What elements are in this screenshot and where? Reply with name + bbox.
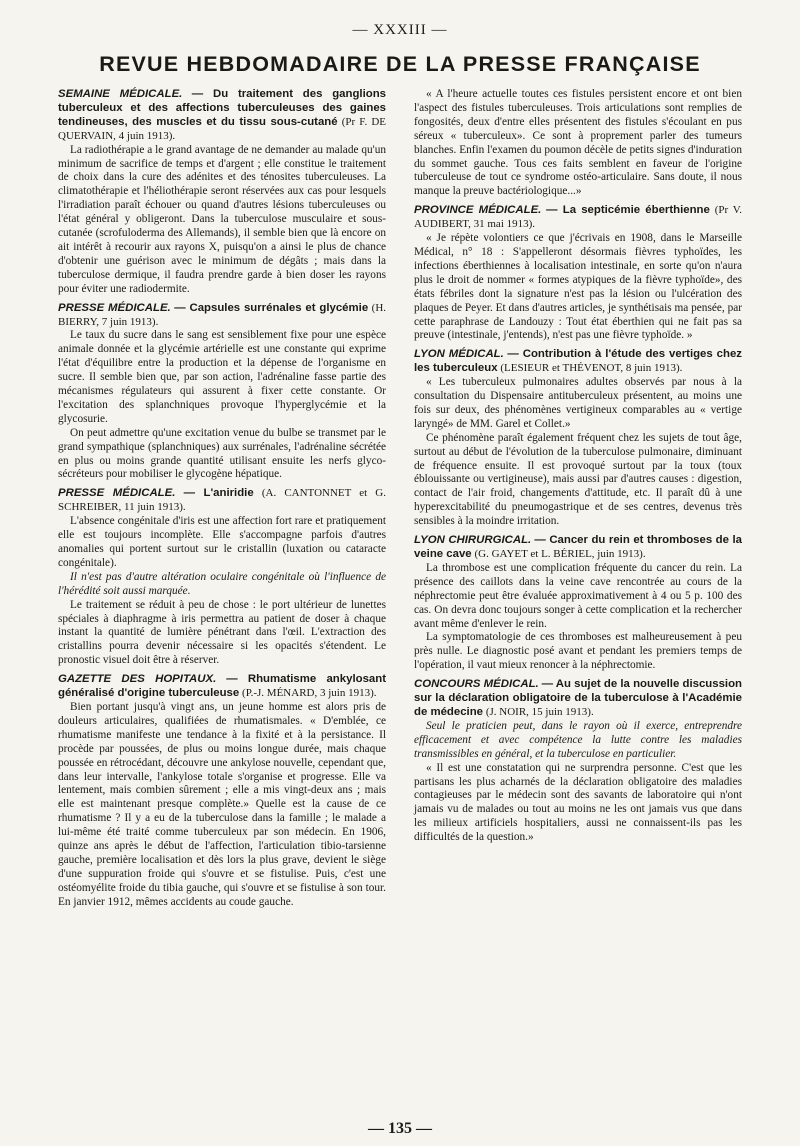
article-paragraph: « Je répète volontiers ce que j'écrivais en 1908, dans le Marseille Médical, n° 18 : S'appelleront désormais fièvres typhoïdes, les infections éberthiennes à localisation intestinale, en sorte qu'on n'aura plus le droit de nommer « formes atypiques de la fièvre typhoïde», des états fébriles dont la signature n'est pas la lésion ou l'ulcération des plaques de Peyer. Et dans d'autres articles, je synthétisais ma pensée, par cette paraphrase de Landouzy : Tout état éberthien qui ne fait pas sa preuve (intestinale, j'entends), n'est pas une fièvre typhoïde. » bbox=[414, 232, 742, 342]
article-reference: (H. BIERRY, 7 juin 1913). bbox=[58, 301, 387, 328]
article-title: — Du traitement des ganglions tuberculeux et des affections tuberculeuses des gaines tendineuses, des muscles et du tissu sous-cutané bbox=[58, 88, 387, 128]
article-heading bbox=[414, 204, 742, 232]
right-column bbox=[414, 88, 742, 915]
article-paragraph: Ce phénomène paraît également fréquent chez les sujets de tout âge, surtout au début de l'évolution de la tuberculose pulmonaire, diminuant de fréquence ensuite. Il est provoqué surtout par la toux (toux éblouissante ou vertigineuse), mais aussi par d'autres causes : digestion, contact de l'air froid, changements d'attitude, etc. Il paraît dû à une hyperexcitabilité du pneumogastrique et de ses centres, devenus très sensibles à la moindre irritation. bbox=[414, 431, 742, 528]
article-reference: (J. NOIR, 15 juin 1913). bbox=[485, 705, 594, 718]
article bbox=[58, 88, 386, 297]
article-source: PRESSE MÉDICALE. bbox=[58, 487, 176, 500]
article bbox=[58, 302, 386, 483]
article-paragraph: « Les tuberculeux pulmonaires adultes observés par nous à la consultation du Dispensaire antituberculeux présentent, au moins une fois sur deux, des phénomènes vertigineux comparables au « vertige laryngé» de MM. Garel et Collet.» bbox=[414, 376, 742, 430]
article-paragraph: « Il est une constatation qui ne surprendra personne. C'est que les partisans les plus acharnés de la déclaration obligatoire des maladies contagieuses par le médecin sont des savants de laboratoire qui n'ont jamais vu de malades ou tout au moins ne les ont jamais vus que dans les milieux artificiels hospitaliers, aussi ne connaissent-ils pas les difficultés de la question.» bbox=[414, 761, 742, 844]
article-reference: (Pr V. AUDIBERT, 31 mai 1913). bbox=[414, 204, 742, 231]
article-heading bbox=[58, 302, 386, 330]
article-source: PRESSE MÉDICALE. bbox=[58, 301, 171, 314]
article-paragraph: La thrombose est une complication fréquente du cancer du rein. La présence des caillots dans la veine cave rencontrée au cours de la néphrectomie peut être évaluée approximativement à 4 ou 5 p. 100 des cas. On devra donc toujours songer à cette complication et la rechercher avant même d'enlever le rein. bbox=[414, 561, 742, 630]
article-paragraph: « A l'heure actuelle toutes ces fistules persistent encore et ont bien l'aspect des fistules tuberculeuses. Trois articulations sont remplies de fongosités, deux d'entre elles présentent des fistules s'écoulant en pus séreux « tuberculeux». Ce sont à proprement parler des tumeurs blanches. Enfin l'examen du poumon décèle de petits signes d'induration du sommet gauche. Tous ces faits semblent en faveur de l'origine tuberculeuse de tout ce syndrome ostéo-articulaire. Sans doute, il nous manque la preuve bactériologique...» bbox=[414, 88, 742, 198]
article-paragraph: La symptomatologie de ces thromboses est malheureusement à peu près nulle. Le diagnostic posé avant et pendant les premiers temps de l'opération, il vaut mieux renoncer à la néphrectomie. bbox=[414, 631, 742, 672]
article-reference: (LESIEUR et THÉVENOT, 8 juin 1913). bbox=[500, 362, 683, 375]
article-paragraph: La radiothérapie a le grand avantage de ne demander au malade qu'un minimum de sacrifice de temps et d'argent ; elle constitue le traitement de choix dans la cure des adénites et des ténosites tuberculeuses. La climatothérapie et l'héliothérapie seront réservées aux cas pour lesquels l'irradiation paraît échouer ou quand d'autres lésions tuberculeuses ou l'état général y obligeront. Dans la tuberculose musculaire et sous-cutanée (scrofuloderma des Allemands), il semble bien que là encore on ait intérêt à recourir aux rayons X, puisqu'on a ainsi le plus de chance d'obtenir une guérison avec le minimum de dégâts ; mais dans la tuberculose dermique, il faudra prendre garde à bien doser les rayons pour éviter une radiodermite. bbox=[58, 143, 386, 295]
article-paragraph: On peut admettre qu'une excitation venue du bulbe se transmet par le grand sympathique (splanchniques) aux surrénales, l'adrénaline sécrétée en plus ou moins grande quantité utilisant ensuite les nerfs glyco-sécréteurs pour mobiliser le glycogène hépatique. bbox=[58, 426, 386, 481]
article-reference: (Pr F. DE QUERVAIN, 4 juin 1913). bbox=[58, 115, 387, 142]
article-source: LYON MÉDICAL. bbox=[414, 348, 504, 361]
article-title: — L'aniridie bbox=[183, 487, 254, 500]
article-title: — Cancer du rein et thromboses de la veine cave bbox=[414, 534, 742, 560]
article-title: — La septicémie éberthienne bbox=[546, 204, 710, 217]
article-source: GAZETTE DES HOPITAUX. bbox=[58, 673, 217, 686]
article bbox=[414, 534, 742, 673]
article-paragraph: Le taux du sucre dans le sang est sensiblement fixe pour une espèce animale donnée et la glycémie artérielle est une constante qui exprime l'état d'équilibre entre la production et la dépense de l'organisme en sucre. Il semble bien que, par son action, l'adrénaline fasse partie des mécanismes régulateurs qui assurent à fixer cette constante. Or l'excitation des splanchniques provoque l'hyperglycémie et la glycosurie. bbox=[58, 329, 386, 425]
article bbox=[58, 487, 386, 668]
journal-title: REVUE HEBDOMADAIRE DE LA PRESSE FRANÇAISE bbox=[99, 52, 701, 76]
article bbox=[414, 88, 742, 199]
article bbox=[58, 673, 386, 909]
article-source: CONCOURS MÉDICAL. bbox=[414, 678, 539, 691]
article-title: — Rhumatisme ankylosant généralisé d'origine tuberculeuse bbox=[58, 673, 386, 700]
article bbox=[414, 204, 742, 343]
article-source: LYON CHIRURGICAL. bbox=[414, 534, 532, 547]
page-roman-number: — XXXIII — bbox=[352, 22, 448, 38]
article bbox=[414, 678, 742, 845]
article-source: PROVINCE MÉDICALE. bbox=[414, 204, 542, 217]
article-paragraph: Le traitement se réduit à peu de chose : le port ultérieur de lunettes spéciales à diaphragme à iris permettra au patient de doser à chaque instant la quantité de lumière pénétrant dans l'œil. L'extraction des cristallins pourra devenir nécessaire si les opacités s'étendent. Le pronostic visuel doit être à réserver. bbox=[58, 598, 386, 667]
article-reference: (A. CANTONNET et G. SCHREIBER, 11 juin 1913). bbox=[58, 487, 386, 514]
article-paragraph: Il n'est pas d'autre altération oculaire congénitale où l'influence de l'hérédité soit aussi marquée. bbox=[58, 570, 386, 597]
article-title: — Capsules surrénales et glycémie bbox=[174, 301, 369, 314]
page-number: — 135 — bbox=[368, 1120, 432, 1137]
article-heading bbox=[414, 534, 742, 562]
article-columns bbox=[58, 88, 742, 915]
article-heading bbox=[414, 678, 742, 720]
article-paragraph: Bien portant jusqu'à vingt ans, un jeune homme est alors pris de douleurs articulaires, qualifiées de rhumatismales. « D'emblée, ce rhumatisme manifeste une tendance à la fixité et à la persistance. Il procède par poussées, de plus ou moins longue durée, mais chaque poussée en rétrocédant, découvre une ankylose nouvelle, cependant que, dans leur intervalle, l'ankylose totale s'organise et progresse. Elle va lentement, mais combien sûrement ; elle a mis vingt-deux ans ; mais elle est maintenant presque complète.» Quelle est la cause de ce rhumatisme ? Il y a eu de la tuberculose dans la famille ; le malade a lui-même été traité comme tuberculeux par son médecin. En 1906, quinze ans après le début de l'affection, l'articulation tibio-tarsienne gauche, première localisation et dès lors la plus grave, devient le siège d'une suppuration froide qui s'ouvre et se fistulise. Puis, c'est une ostéomyélite froide du tibia gauche, qui s'ouvre et se fistulise à son tour. En janvier 1912, mêmes accidents au coude gauche. bbox=[58, 700, 386, 908]
article-title: — Contribution à l'étude des vertiges chez les tuberculeux bbox=[414, 348, 742, 375]
left-column bbox=[58, 88, 386, 915]
article-paragraph: Seul le praticien peut, dans le rayon où il exerce, entreprendre efficacement et avec compétence la lutte contre les maladies transmissibles en général, et la tuberculose en particulier. bbox=[414, 719, 742, 760]
article-reference: (P.-J. MÉNARD, 3 juin 1913). bbox=[242, 687, 377, 700]
article bbox=[414, 348, 742, 529]
article-title: — Au sujet de la nouvelle discussion sur la déclaration obligatoire de la tuberculose à l'Académie de médecine bbox=[414, 678, 742, 718]
article-source: SEMAINE MÉDICALE. bbox=[58, 88, 183, 100]
article-heading bbox=[58, 88, 386, 144]
article-heading bbox=[414, 348, 742, 376]
article-heading bbox=[58, 673, 386, 701]
article-heading bbox=[58, 487, 386, 515]
article-paragraph: L'absence congénitale d'iris est une affection fort rare et pratiquement elle est toujours incomplète. Elle s'accompagne parfois d'autres anomalies qui portent surtout sur le cristallin (luxation ou cataracte congénitale). bbox=[58, 515, 386, 569]
article-reference: (G. GAYET et L. BÉRIEL, juin 1913). bbox=[474, 548, 646, 560]
